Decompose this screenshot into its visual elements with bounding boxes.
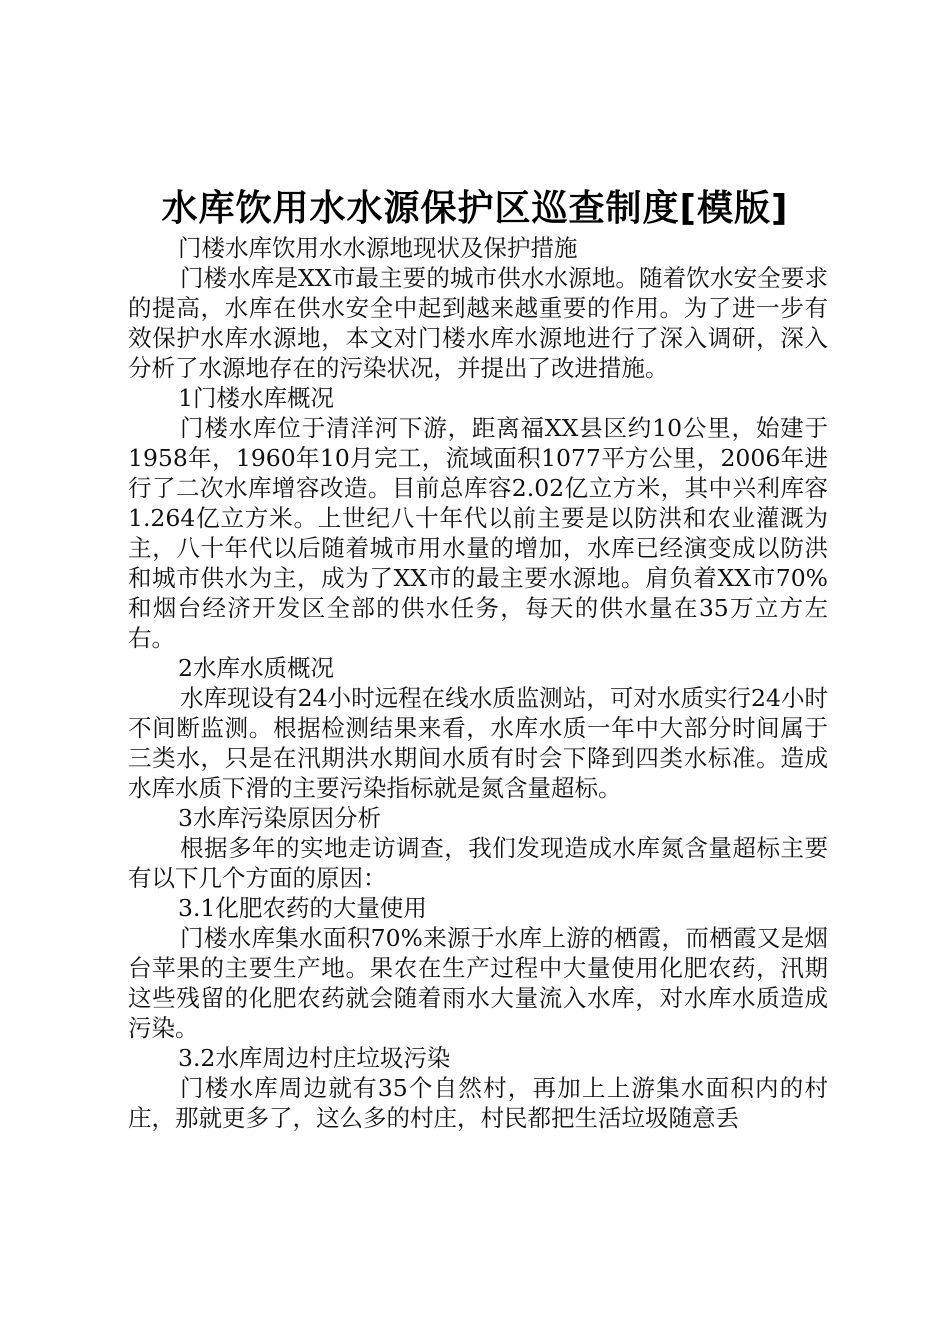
paragraph-village-waste: 门楼水库周边就有35个自然村，再加上上游集水面积内的村庄，那就更多了，这么多的村庄，村民都把生活垃圾随意丢 [128, 1074, 828, 1132]
section-heading-3-1: 3.1化肥农药的大量使用 [178, 894, 427, 922]
document-body [128, 233, 828, 1133]
paragraph-causes: 根据多年的实地走访调查，我们发现造成水库氮含量超标主要有以下几个方面的原因： [128, 834, 828, 892]
paragraph-intro: 门楼水库是XX市最主要的城市供水水源地。随着饮水安全要求的提高，水库在供水安全中起到越来越重要的作用。为了进一步有效保护水库水源地，本文对门楼水库水源地进行了深入调研，深入分析了水源地存在的污染状况，并提出了改进措施。 [128, 264, 828, 382]
paragraph-overview: 门楼水库位于清洋河下游，距离福XX县区约10公里，始建于1958年，1960年10月完工，流域面积1077平方公里，2006年进行了二次水库增容改造。目前总库容2.02亿立方米，其中兴利库容1.264亿立方米。上世纪八十年代以前主要是以防洪和农业灌溉为主，八十年代以后随着城市用水量的增加，水库已经演变成以防洪和城市供水为主，成为了XX市的最主要水源地。肩负着XX市70%和烟台经济开发区全部的供水任务，每天的供水量在35万立方左右。 [128, 414, 828, 652]
section-heading-3-2: 3.2水库周边村庄垃圾污染 [178, 1044, 451, 1072]
paragraph-water-quality: 水库现设有24小时远程在线水质监测站，可对水质实行24小时不间断监测。根据检测结果来看，水库水质一年中大部分时间属于三类水，只是在汛期洪水期间水质有时会下降到四类水标准。造成水库水质下滑的主要污染指标就是氮含量超标。 [128, 684, 828, 802]
section-heading-intro: 门楼水库饮用水水源地现状及保护措施 [178, 234, 578, 262]
paragraph-fertilizer: 门楼水库集水面积70%来源于水库上游的栖霞，而栖霞又是烟台苹果的主要生产地。果农在生产过程中大量使用化肥农药，汛期这些残留的化肥农药就会随着雨水大量流入水库，对水库水质造成污染。 [128, 924, 828, 1042]
section-heading-3: 3水库污染原因分析 [178, 804, 381, 832]
section-heading-1: 1门楼水库概况 [178, 384, 334, 412]
section-heading-2: 2水库水质概况 [178, 654, 334, 682]
document-title: 水库饮用水水源保护区巡查制度[模版] [161, 188, 789, 229]
